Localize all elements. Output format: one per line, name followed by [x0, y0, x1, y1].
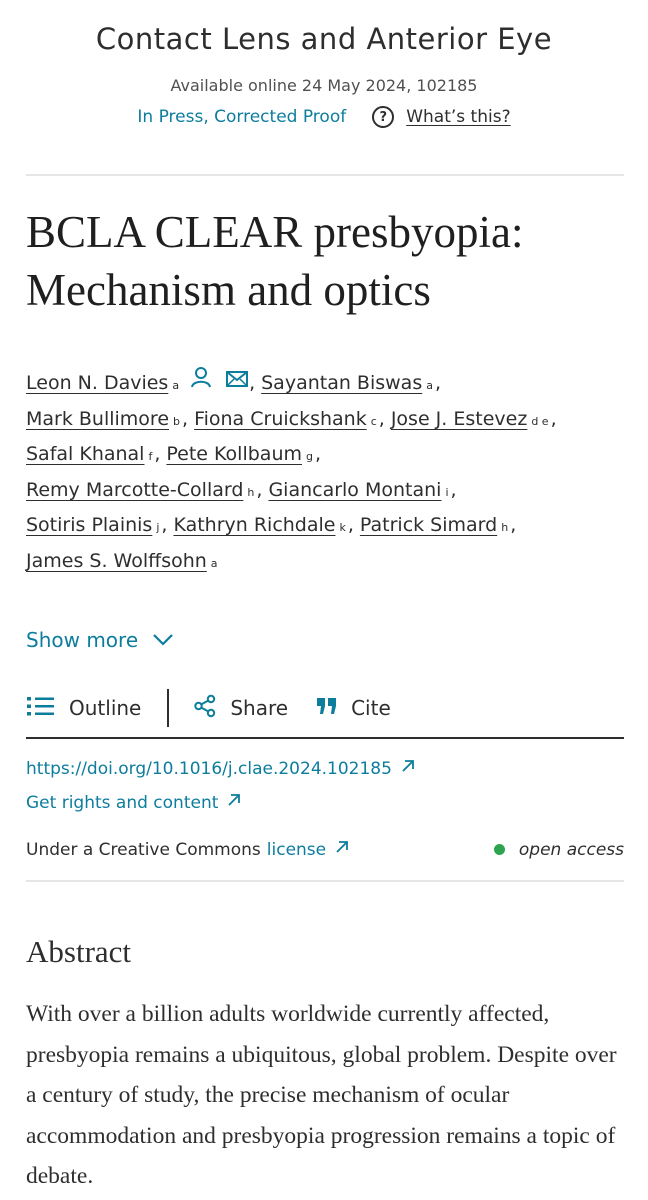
license-link[interactable] — [267, 839, 350, 860]
author-link[interactable]: Sotiris Plainis — [26, 514, 153, 536]
availability-date: Available online 24 May 2024, 102185 — [170, 76, 478, 95]
title-line-2: Mechanism and optics — [26, 265, 431, 315]
affiliation-mark: f — [148, 450, 153, 463]
question-circle-icon: ? — [372, 106, 394, 128]
license-info — [26, 839, 350, 860]
author-list — [26, 365, 626, 580]
author-line-5: Sotiris Plainis j , Kathryn Richdale k , Patrick Simard h , — [26, 509, 626, 545]
affiliation-mark: h — [501, 521, 509, 534]
rights-text: Get rights and content — [26, 792, 219, 813]
divider — [26, 880, 624, 882]
toolbar-underline — [26, 737, 624, 739]
author-line-6 — [26, 545, 626, 581]
doi-text: https://doi.org/10.1016/j.clae.2024.102185 — [26, 758, 392, 779]
outline-label: Outline — [69, 696, 142, 720]
author-link[interactable]: Safal Khanal — [26, 443, 145, 465]
show-more-label: Show more — [26, 628, 139, 652]
affiliation-mark: g — [306, 450, 313, 463]
affiliation-mark: a — [426, 379, 433, 392]
divider — [26, 174, 624, 176]
external-link-icon — [400, 758, 416, 779]
license-link-text: license — [266, 839, 327, 860]
cite-label: Cite — [351, 696, 391, 720]
author-link[interactable]: Fiona Cruickshank — [194, 407, 367, 430]
share-label: Share — [230, 696, 289, 720]
author-line-4: Remy Marcotte-Collard h , Giancarlo Montani i , — [26, 474, 626, 510]
affiliation-mark: d e — [531, 414, 549, 428]
license-row — [26, 839, 624, 860]
affiliation-mark: a — [172, 379, 180, 392]
toolbar-divider — [167, 689, 169, 727]
chevron-down-icon — [152, 628, 174, 652]
status-row — [0, 106, 648, 128]
abstract-text: With over a billion adults worldwide currently affected, presbyopia remains a ubiquitous, global problem. Despite over a century of study, the precise mechanism of ocular accommodation and presbyopia progression remains a topic of debate. — [26, 1001, 617, 1189]
author-link[interactable]: Sayantan Biswas — [261, 372, 423, 394]
external-link-icon — [226, 792, 242, 813]
author-link[interactable]: Giancarlo Montani — [268, 478, 442, 501]
cite-button[interactable] — [316, 696, 391, 721]
author-link[interactable]: Patrick Simard — [359, 514, 498, 536]
article-toolbar — [26, 688, 624, 728]
open-access-dot-icon — [494, 844, 505, 855]
author-link[interactable]: Leon N. Davies — [26, 372, 169, 394]
affiliation-mark: c — [370, 414, 377, 428]
affiliation-mark: h — [247, 485, 255, 499]
author-line-1: Leon N. Davies a , Sayantan Biswas a , — [26, 365, 626, 403]
person-icon[interactable] — [189, 365, 213, 389]
author-line-2: Mark Bullimore b , Fiona Cruickshank c , Jose J. Estevez d e , — [26, 403, 626, 439]
author-link[interactable]: Jose J. Estevez — [390, 407, 528, 430]
outline-button[interactable] — [26, 695, 141, 722]
article-title — [26, 203, 626, 319]
envelope-icon[interactable] — [225, 369, 249, 389]
whats-this-label: What’s this? — [406, 107, 511, 127]
open-access-label: open access — [518, 839, 624, 860]
whats-this-button[interactable] — [372, 106, 510, 128]
author-link[interactable]: Kathryn Richdale — [173, 514, 336, 536]
author-link[interactable]: Pete Kollbaum — [166, 443, 302, 465]
affiliation-mark: b — [173, 414, 181, 428]
abstract-heading: Abstract — [26, 934, 132, 969]
title-line-1: BCLA CLEAR presbyopia: — [26, 207, 524, 257]
in-press-link[interactable]: In Press, Corrected Proof — [137, 107, 347, 127]
list-icon — [26, 695, 56, 722]
author-link[interactable]: James S. Wolffsohn — [26, 549, 207, 572]
journal-title[interactable]: Contact Lens and Anterior Eye — [95, 22, 553, 56]
author-link[interactable]: Mark Bullimore — [26, 407, 170, 430]
quote-icon — [316, 696, 338, 721]
author-link[interactable]: Remy Marcotte-Collard — [26, 478, 244, 501]
show-more-button[interactable] — [26, 628, 174, 652]
doi-link[interactable] — [26, 758, 416, 779]
author-line-3: Safal Khanal f , Pete Kollbaum g , — [26, 438, 626, 474]
affiliation-mark: j — [156, 521, 160, 534]
external-link-icon — [334, 839, 350, 860]
affiliation-mark: k — [339, 521, 346, 534]
affiliation-mark: a — [210, 556, 218, 570]
open-access-badge — [494, 840, 624, 860]
share-button[interactable] — [193, 694, 288, 723]
affiliation-mark: i — [445, 485, 449, 499]
share-icon — [193, 694, 217, 723]
rights-link[interactable] — [26, 792, 242, 813]
license-prefix: Under a Creative Commons — [26, 839, 261, 860]
